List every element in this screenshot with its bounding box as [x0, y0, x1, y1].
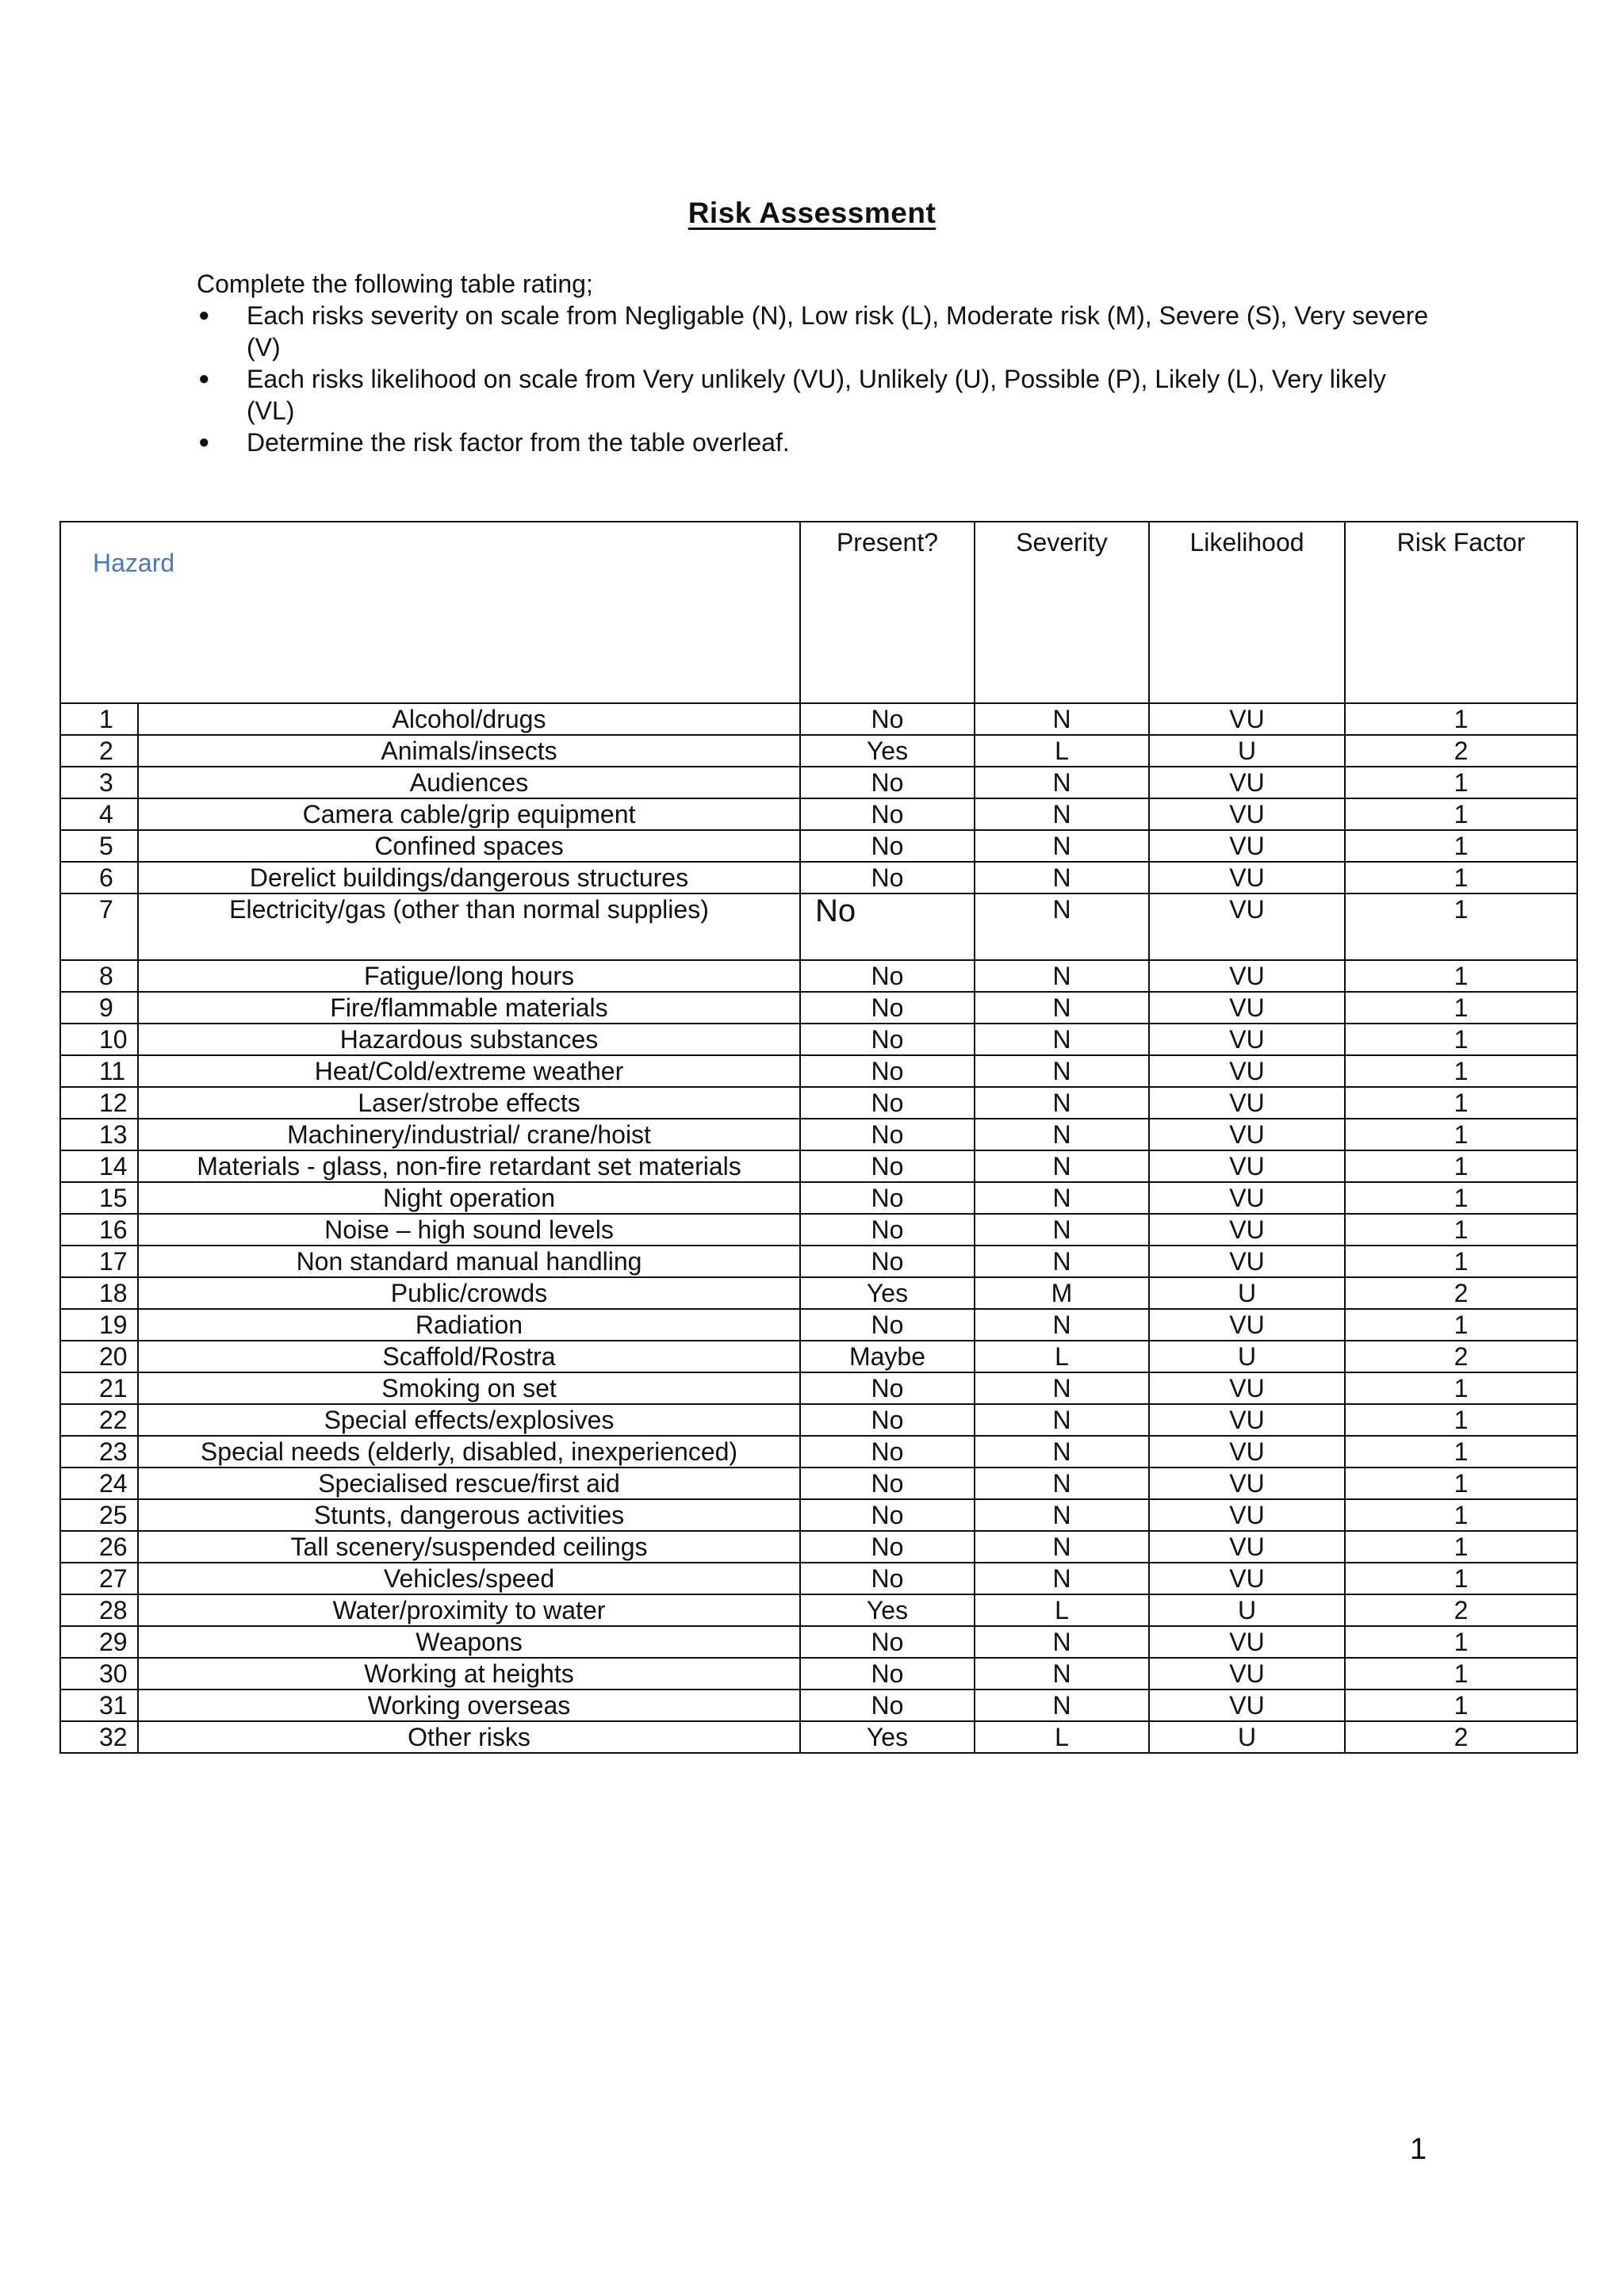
cell-severity: N — [975, 1246, 1149, 1277]
cell-number: 3 — [60, 767, 138, 798]
page-number: 1 — [1410, 2133, 1427, 2166]
cell-severity: N — [975, 992, 1149, 1024]
cell-hazard: Audiences — [138, 767, 800, 798]
cell-risk-factor: 1 — [1345, 830, 1577, 862]
cell-present: No — [800, 992, 975, 1024]
cell-hazard: Heat/Cold/extreme weather — [138, 1055, 800, 1087]
cell-likelihood: VU — [1149, 798, 1345, 830]
cell-hazard: Non standard manual handling — [138, 1246, 800, 1277]
cell-risk-factor: 1 — [1345, 1182, 1577, 1214]
cell-likelihood: VU — [1149, 703, 1345, 735]
cell-hazard: Vehicles/speed — [138, 1563, 800, 1594]
cell-risk-factor: 1 — [1345, 1499, 1577, 1531]
cell-present: Yes — [800, 1721, 975, 1753]
cell-hazard: Animals/insects — [138, 735, 800, 767]
cell-likelihood: VU — [1149, 1689, 1345, 1721]
cell-number: 25 — [60, 1499, 138, 1531]
cell-number: 16 — [60, 1214, 138, 1246]
cell-likelihood: VU — [1149, 1499, 1345, 1531]
table-row — [60, 1594, 1577, 1626]
cell-severity: N — [975, 798, 1149, 830]
risk-table — [59, 521, 1578, 1754]
cell-present: No — [800, 767, 975, 798]
cell-present: No — [800, 1689, 975, 1721]
cell-risk-factor: 1 — [1345, 1531, 1577, 1563]
cell-number: 29 — [60, 1626, 138, 1658]
table-body — [60, 703, 1577, 1753]
table-row — [60, 1150, 1577, 1182]
bullet-icon: ● — [198, 304, 210, 326]
cell-present: No — [800, 1436, 975, 1468]
cell-likelihood: VU — [1149, 1404, 1345, 1436]
cell-number: 31 — [60, 1689, 138, 1721]
cell-severity: N — [975, 1182, 1149, 1214]
cell-likelihood: VU — [1149, 1150, 1345, 1182]
cell-risk-factor: 1 — [1345, 798, 1577, 830]
bullet-icon: ● — [198, 368, 210, 389]
bullet-icon: ● — [198, 431, 210, 453]
cell-severity: N — [975, 1531, 1149, 1563]
table-row — [60, 1024, 1577, 1055]
cell-likelihood: VU — [1149, 1182, 1345, 1214]
table-row — [60, 1563, 1577, 1594]
cell-present: No — [800, 1087, 975, 1119]
cell-risk-factor: 1 — [1345, 1150, 1577, 1182]
cell-present: Yes — [800, 735, 975, 767]
cell-risk-factor: 2 — [1345, 1594, 1577, 1626]
cell-risk-factor: 1 — [1345, 1689, 1577, 1721]
cell-present: Yes — [800, 1594, 975, 1626]
table-row — [60, 1119, 1577, 1150]
table-row — [60, 1182, 1577, 1214]
cell-number: 9 — [60, 992, 138, 1024]
cell-likelihood: VU — [1149, 1436, 1345, 1468]
table-row — [60, 703, 1577, 735]
table-row — [60, 1689, 1577, 1721]
table-row — [60, 1246, 1577, 1277]
cell-likelihood: U — [1149, 1594, 1345, 1626]
cell-hazard: Special effects/explosives — [138, 1404, 800, 1436]
cell-hazard: Camera cable/grip equipment — [138, 798, 800, 830]
cell-hazard: Hazardous substances — [138, 1024, 800, 1055]
cell-likelihood: VU — [1149, 1372, 1345, 1404]
table-row — [60, 1372, 1577, 1404]
cell-risk-factor: 1 — [1345, 1436, 1577, 1468]
cell-risk-factor: 1 — [1345, 1214, 1577, 1246]
cell-risk-factor: 1 — [1345, 862, 1577, 894]
cell-hazard: Night operation — [138, 1182, 800, 1214]
cell-severity: L — [975, 735, 1149, 767]
cell-hazard: Radiation — [138, 1309, 800, 1341]
cell-severity: N — [975, 1404, 1149, 1436]
instruction-text: Each risks severity on scale from Negligable (N), Low risk (L), Moderate risk (M), Severe (S), Very severe (V) — [247, 301, 1429, 362]
cell-hazard: Special needs (elderly, disabled, inexperienced) — [138, 1436, 800, 1468]
cell-present: Maybe — [800, 1341, 975, 1372]
cell-severity: N — [975, 1689, 1149, 1721]
table-row — [60, 1531, 1577, 1563]
table-row — [60, 862, 1577, 894]
cell-risk-factor: 1 — [1345, 1626, 1577, 1658]
table-row — [60, 960, 1577, 992]
cell-severity: N — [975, 1563, 1149, 1594]
cell-number: 2 — [60, 735, 138, 767]
cell-number: 8 — [60, 960, 138, 992]
header-likelihood: Likelihood — [1149, 522, 1345, 703]
cell-number: 28 — [60, 1594, 138, 1626]
cell-risk-factor: 1 — [1345, 1309, 1577, 1341]
cell-present: No — [800, 960, 975, 992]
cell-likelihood: VU — [1149, 1658, 1345, 1689]
cell-risk-factor: 1 — [1345, 1024, 1577, 1055]
table-row — [60, 1214, 1577, 1246]
cell-present: No — [800, 1468, 975, 1499]
cell-number: 12 — [60, 1087, 138, 1119]
table-row — [60, 1087, 1577, 1119]
cell-risk-factor: 1 — [1345, 992, 1577, 1024]
cell-likelihood: VU — [1149, 1087, 1345, 1119]
cell-likelihood: VU — [1149, 1246, 1345, 1277]
instructions-list — [197, 300, 1434, 458]
page-title: Risk Assessment — [688, 197, 936, 229]
cell-likelihood: VU — [1149, 1531, 1345, 1563]
cell-severity: N — [975, 1214, 1149, 1246]
cell-hazard: Water/proximity to water — [138, 1594, 800, 1626]
cell-risk-factor: 1 — [1345, 1372, 1577, 1404]
cell-risk-factor: 1 — [1345, 767, 1577, 798]
table-row — [60, 1658, 1577, 1689]
cell-number: 20 — [60, 1341, 138, 1372]
cell-severity: N — [975, 830, 1149, 862]
cell-severity: N — [975, 767, 1149, 798]
cell-risk-factor: 1 — [1345, 960, 1577, 992]
cell-risk-factor: 1 — [1345, 894, 1577, 960]
cell-number: 11 — [60, 1055, 138, 1087]
cell-risk-factor: 2 — [1345, 1721, 1577, 1753]
cell-hazard: Confined spaces — [138, 830, 800, 862]
cell-number: 19 — [60, 1309, 138, 1341]
cell-present: No — [800, 798, 975, 830]
cell-number: 7 — [60, 894, 138, 960]
cell-present: No — [800, 703, 975, 735]
table-row — [60, 894, 1577, 960]
cell-number: 15 — [60, 1182, 138, 1214]
cell-risk-factor: 2 — [1345, 735, 1577, 767]
cell-likelihood: U — [1149, 1277, 1345, 1309]
cell-hazard: Noise – high sound levels — [138, 1214, 800, 1246]
instructions-intro: Complete the following table rating; — [197, 270, 593, 298]
cell-hazard: Laser/strobe effects — [138, 1087, 800, 1119]
cell-hazard: Fire/flammable materials — [138, 992, 800, 1024]
cell-number: 13 — [60, 1119, 138, 1150]
cell-severity: N — [975, 1150, 1149, 1182]
instruction-text: Each risks likelihood on scale from Very unlikely (VU), Unlikely (U), Possible (P), Likely (L), Very likely (VL) — [247, 365, 1386, 425]
cell-risk-factor: 1 — [1345, 1119, 1577, 1150]
cell-hazard: Smoking on set — [138, 1372, 800, 1404]
cell-risk-factor: 1 — [1345, 1468, 1577, 1499]
table-row — [60, 1309, 1577, 1341]
cell-number: 21 — [60, 1372, 138, 1404]
cell-likelihood: VU — [1149, 767, 1345, 798]
table-row — [60, 798, 1577, 830]
cell-severity: N — [975, 1024, 1149, 1055]
cell-risk-factor: 1 — [1345, 703, 1577, 735]
table-row — [60, 1277, 1577, 1309]
table-row — [60, 735, 1577, 767]
cell-likelihood: VU — [1149, 1468, 1345, 1499]
cell-risk-factor: 1 — [1345, 1404, 1577, 1436]
cell-severity: N — [975, 1626, 1149, 1658]
cell-hazard: Stunts, dangerous activities — [138, 1499, 800, 1531]
table-row — [60, 1055, 1577, 1087]
cell-hazard: Weapons — [138, 1626, 800, 1658]
cell-hazard: Machinery/industrial/ crane/hoist — [138, 1119, 800, 1150]
cell-present: No — [800, 830, 975, 862]
cell-number: 18 — [60, 1277, 138, 1309]
cell-severity: N — [975, 1372, 1149, 1404]
cell-present: No — [800, 1626, 975, 1658]
cell-hazard: Electricity/gas (other than normal supplies) — [138, 894, 800, 960]
cell-severity: N — [975, 1436, 1149, 1468]
table-row — [60, 1626, 1577, 1658]
cell-present: No — [800, 1150, 975, 1182]
table-row — [60, 1436, 1577, 1468]
cell-number: 14 — [60, 1150, 138, 1182]
cell-likelihood: VU — [1149, 960, 1345, 992]
cell-number: 27 — [60, 1563, 138, 1594]
cell-present: No — [800, 1024, 975, 1055]
cell-number: 6 — [60, 862, 138, 894]
cell-severity: N — [975, 862, 1149, 894]
cell-severity: L — [975, 1594, 1149, 1626]
cell-present: No — [800, 1119, 975, 1150]
cell-likelihood: VU — [1149, 862, 1345, 894]
cell-present: No — [800, 1309, 975, 1341]
cell-present: No — [800, 1372, 975, 1404]
table-row — [60, 1404, 1577, 1436]
cell-risk-factor: 1 — [1345, 1087, 1577, 1119]
instruction-item — [197, 363, 1434, 427]
header-risk-factor: Risk Factor — [1345, 522, 1577, 703]
cell-likelihood: VU — [1149, 830, 1345, 862]
cell-severity: N — [975, 960, 1149, 992]
cell-severity: N — [975, 1499, 1149, 1531]
cell-hazard: Fatigue/long hours — [138, 960, 800, 992]
cell-severity: M — [975, 1277, 1149, 1309]
cell-risk-factor: 1 — [1345, 1658, 1577, 1689]
cell-risk-factor: 2 — [1345, 1341, 1577, 1372]
cell-present: No — [800, 1658, 975, 1689]
cell-severity: N — [975, 1658, 1149, 1689]
cell-number: 5 — [60, 830, 138, 862]
cell-number: 30 — [60, 1658, 138, 1689]
cell-hazard: Working overseas — [138, 1689, 800, 1721]
cell-severity: L — [975, 1341, 1149, 1372]
cell-number: 4 — [60, 798, 138, 830]
cell-present: No — [800, 894, 975, 960]
cell-likelihood: VU — [1149, 1214, 1345, 1246]
cell-present: No — [800, 1404, 975, 1436]
cell-number: 1 — [60, 703, 138, 735]
cell-severity: N — [975, 1087, 1149, 1119]
cell-number: 32 — [60, 1721, 138, 1753]
cell-number: 22 — [60, 1404, 138, 1436]
cell-number: 24 — [60, 1468, 138, 1499]
cell-hazard: Alcohol/drugs — [138, 703, 800, 735]
cell-likelihood: VU — [1149, 1626, 1345, 1658]
cell-present: No — [800, 1182, 975, 1214]
cell-likelihood: VU — [1149, 1309, 1345, 1341]
cell-risk-factor: 1 — [1345, 1563, 1577, 1594]
cell-likelihood: VU — [1149, 1563, 1345, 1594]
cell-likelihood: U — [1149, 735, 1345, 767]
cell-risk-factor: 2 — [1345, 1277, 1577, 1309]
cell-number: 10 — [60, 1024, 138, 1055]
table-row — [60, 1721, 1577, 1753]
cell-likelihood: U — [1149, 1721, 1345, 1753]
instruction-text: Determine the risk factor from the table overleaf. — [247, 428, 790, 457]
table-row — [60, 830, 1577, 862]
cell-risk-factor: 1 — [1345, 1055, 1577, 1087]
cell-severity: L — [975, 1721, 1149, 1753]
cell-present: No — [800, 1531, 975, 1563]
cell-risk-factor: 1 — [1345, 1246, 1577, 1277]
header-severity: Severity — [975, 522, 1149, 703]
instruction-item — [197, 427, 1434, 458]
cell-severity: N — [975, 894, 1149, 960]
cell-likelihood: VU — [1149, 894, 1345, 960]
cell-present: Yes — [800, 1277, 975, 1309]
cell-hazard: Materials - glass, non-fire retardant set materials — [138, 1150, 800, 1182]
cell-severity: N — [975, 1055, 1149, 1087]
cell-number: 26 — [60, 1531, 138, 1563]
cell-present: No — [800, 1055, 975, 1087]
cell-likelihood: VU — [1149, 992, 1345, 1024]
cell-likelihood: VU — [1149, 1055, 1345, 1087]
table-row — [60, 992, 1577, 1024]
cell-number: 17 — [60, 1246, 138, 1277]
cell-present: No — [800, 1563, 975, 1594]
cell-likelihood: VU — [1149, 1119, 1345, 1150]
cell-present: No — [800, 1214, 975, 1246]
cell-likelihood: U — [1149, 1341, 1345, 1372]
cell-hazard: Other risks — [138, 1721, 800, 1753]
cell-likelihood: VU — [1149, 1024, 1345, 1055]
cell-hazard: Specialised rescue/first aid — [138, 1468, 800, 1499]
cell-severity: N — [975, 1119, 1149, 1150]
cell-present: No — [800, 862, 975, 894]
instructions — [197, 268, 1434, 458]
cell-number: 23 — [60, 1436, 138, 1468]
cell-hazard: Working at heights — [138, 1658, 800, 1689]
cell-hazard: Public/crowds — [138, 1277, 800, 1309]
cell-hazard: Derelict buildings/dangerous structures — [138, 862, 800, 894]
cell-severity: N — [975, 1309, 1149, 1341]
cell-severity: N — [975, 1468, 1149, 1499]
header-present: Present? — [800, 522, 975, 703]
header-hazard: Hazard — [60, 522, 800, 703]
cell-hazard: Scaffold/Rostra — [138, 1341, 800, 1372]
cell-severity: N — [975, 703, 1149, 735]
table-row — [60, 1468, 1577, 1499]
cell-present: No — [800, 1246, 975, 1277]
table-header-row — [60, 522, 1577, 703]
cell-present: No — [800, 1499, 975, 1531]
cell-hazard: Tall scenery/suspended ceilings — [138, 1531, 800, 1563]
table-row — [60, 1341, 1577, 1372]
instruction-item — [197, 300, 1434, 363]
table-row — [60, 767, 1577, 798]
table-row — [60, 1499, 1577, 1531]
